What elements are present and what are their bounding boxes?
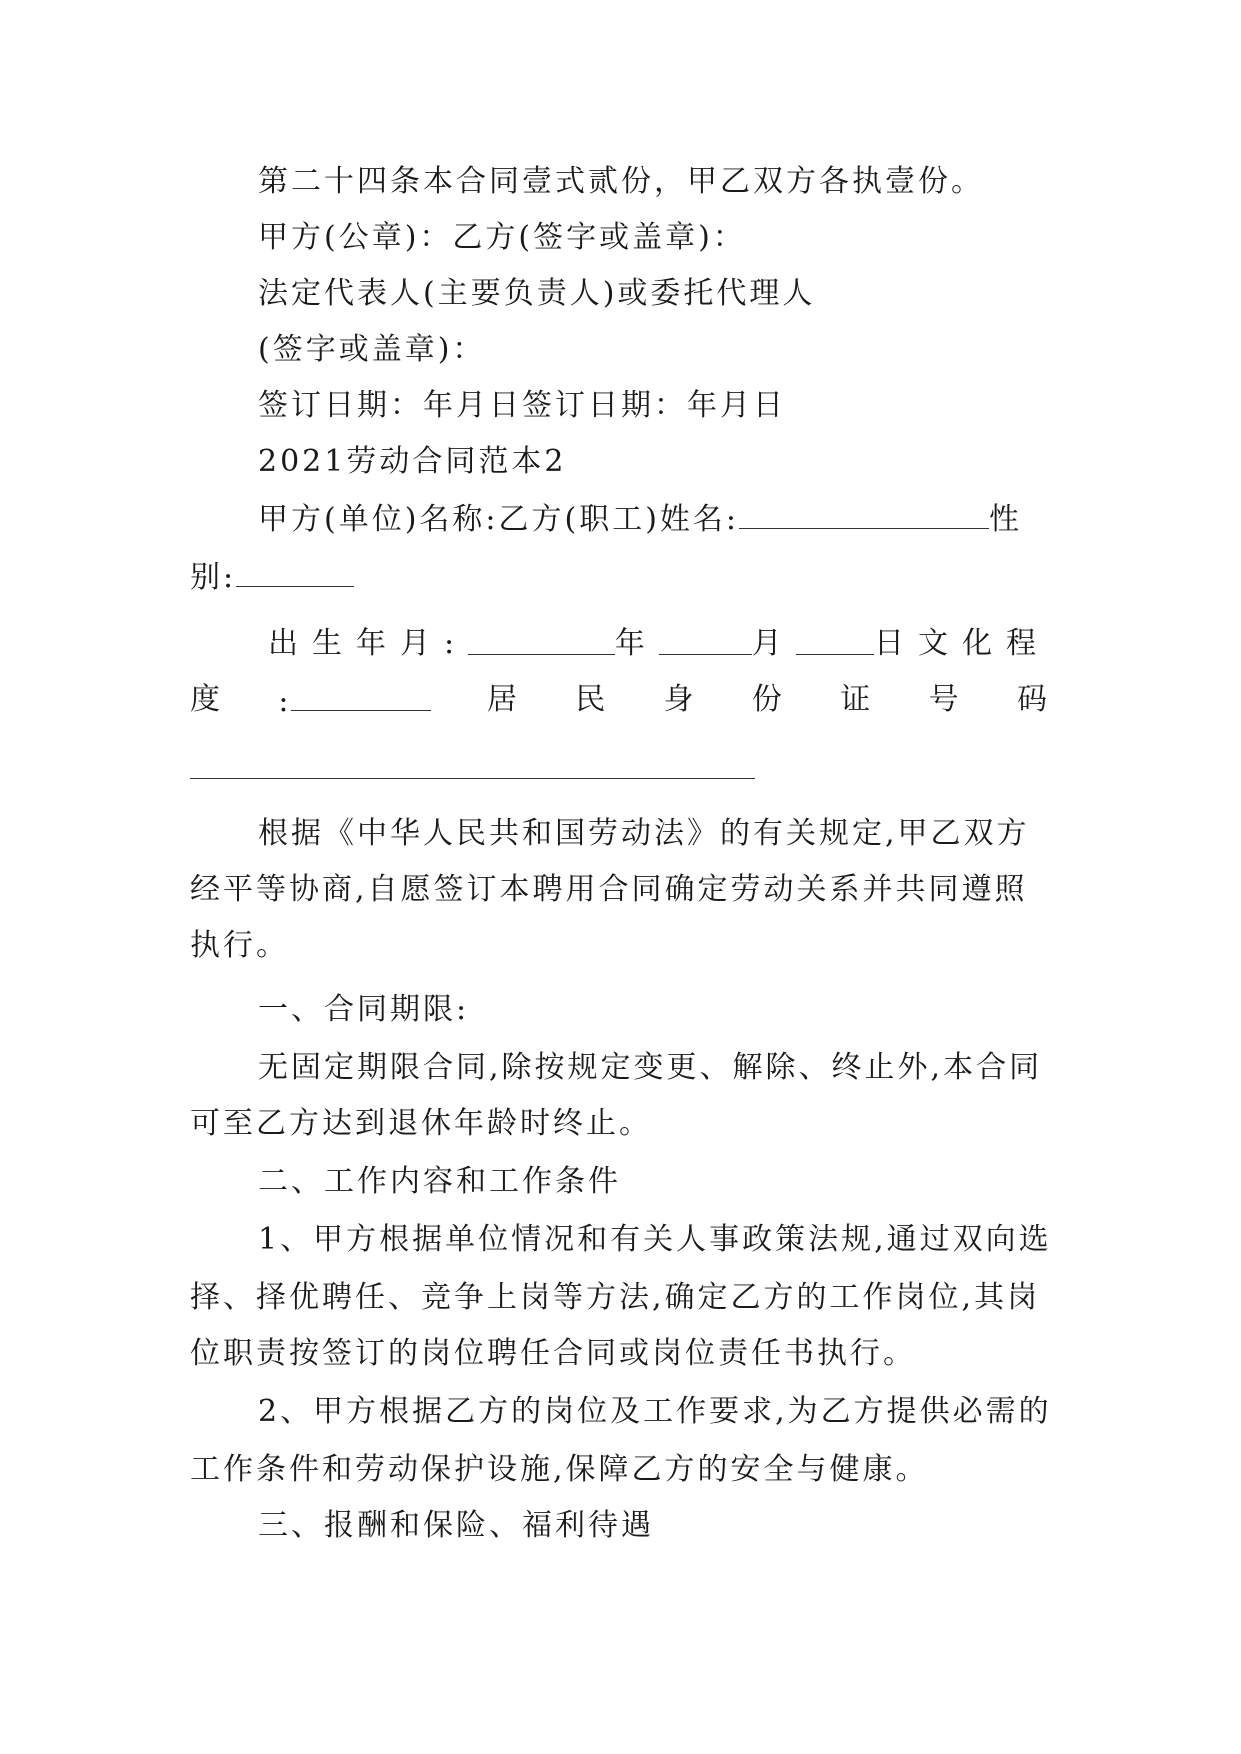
id-char-4: 份 [751, 682, 785, 717]
gender-line [190, 556, 1050, 598]
education-field [278, 680, 431, 722]
colon-mark: : [278, 684, 292, 719]
signing-date-line: 签订日期：年月日签订日期：年月日 [258, 388, 786, 423]
id-char-3: 身 [663, 682, 697, 717]
paragraph-1-line-3: 执行。 [190, 928, 289, 963]
section-3-heading: 三、报酬和保险、福利待遇 [258, 1508, 654, 1543]
gender-label-start: 性 [989, 502, 1023, 537]
signature-line: (签字或盖章)： [258, 332, 486, 367]
birth-year-blank [468, 624, 615, 655]
party-seal-line: 甲方(公章)：乙方(签字或盖章)： [258, 220, 746, 255]
paragraph-1-line-1: 根据《中华人民共和国劳动法》的有关规定,甲乙双方 [258, 816, 1030, 851]
gender-blank [236, 556, 354, 587]
id-char-2: 民 [575, 682, 609, 717]
gender-label-end: 别: [190, 560, 237, 595]
paragraph-2-line-1: 无固定期限合同,除按规定变更、解除、终止外,本合同 [258, 1050, 1043, 1085]
id-char-5: 证 [840, 682, 874, 717]
contract-template-title: 2021劳动合同范本2 [258, 444, 567, 479]
article-24-line: 第二十四条本合同壹式贰份，甲乙双方各执壹份。 [258, 164, 984, 199]
paragraph-4-line-1: 2、甲方根据乙方的岗位及工作要求,为乙方提供必需的 [258, 1394, 1052, 1429]
year-label: 年 [614, 626, 659, 661]
paragraph-3-line-3: 位职责按签订的岗位聘任合同或岗位责任书执行。 [190, 1336, 916, 1371]
birth-date-label: 出生年月: [268, 626, 469, 661]
paragraph-4-line-2: 工作条件和劳动保护设施,保障乙方的安全与健康。 [190, 1452, 929, 1487]
paragraph-2-line-2: 可至乙方达到退休年龄时终止。 [190, 1106, 652, 1141]
party-name-line [258, 498, 1050, 540]
id-char-1: 居 [486, 682, 520, 717]
education-blank [291, 680, 431, 711]
section-2-heading: 二、工作内容和工作条件 [258, 1164, 621, 1199]
employee-name-blank [739, 498, 989, 529]
birth-date-line [268, 624, 1050, 664]
paragraph-3-line-2: 择、择优聘任、竞争上岗等方法,确定乙方的工作岗位,其岗 [190, 1280, 1041, 1315]
section-1-heading: 一、合同期限: [258, 992, 470, 1027]
education-label-end: 度 [190, 682, 223, 717]
birth-day-blank [796, 624, 874, 655]
paragraph-3-line-1: 1、甲方根据单位情况和有关人事政策法规,通过双向选 [258, 1222, 1052, 1257]
paragraph-1-line-2: 经平等协商,自愿签订本聘用合同确定劳动关系并共同遵照 [190, 872, 1028, 907]
id-number-line [190, 680, 1050, 722]
birth-month-blank [659, 624, 752, 655]
legal-representative-line: 法定代表人(主要负责人)或委托代理人 [258, 276, 816, 311]
month-label: 月 [751, 626, 796, 661]
party-name-label: 甲方(单位)名称:乙方(职工)姓名: [258, 502, 740, 537]
education-label: 日文化程 [874, 626, 1050, 661]
id-number-blank [190, 778, 755, 779]
id-char-7: 码 [1016, 682, 1050, 717]
id-char-6: 号 [928, 682, 962, 717]
